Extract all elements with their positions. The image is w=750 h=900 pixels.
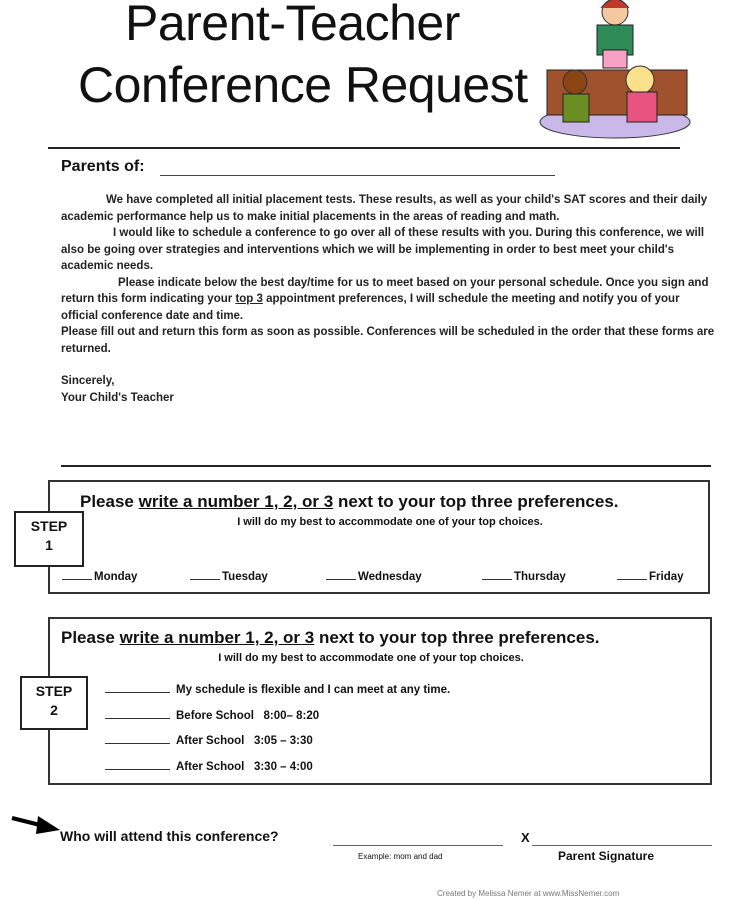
day-tuesday[interactable]: Tuesday <box>190 571 268 583</box>
option-before-school[interactable]: Before School 8:00– 8:20 <box>105 710 319 722</box>
attendees-line[interactable] <box>333 845 503 846</box>
arrow-icon <box>10 812 60 836</box>
option-after-school-1[interactable]: After School 3:05 – 3:30 <box>105 735 313 747</box>
step-1-badge: STEP 1 <box>14 511 84 567</box>
step-1-heading: Please write a number 1, 2, or 3 next to your top three preferences. <box>80 492 619 511</box>
day-thursday[interactable]: Thursday <box>482 571 566 583</box>
day-monday[interactable]: Monday <box>62 571 137 583</box>
day-wednesday[interactable]: Wednesday <box>326 571 422 583</box>
footer-credit: Created by Melissa Nemer at www.MissNemer.com <box>437 889 620 898</box>
step-2-heading: Please write a number 1, 2, or 3 next to your top three preferences. <box>61 628 600 647</box>
top-3-emphasis: top 3 <box>235 293 263 305</box>
closing: Sincerely, <box>61 375 115 387</box>
paragraph-3-text: Please indicate below the best day/time for us to meet based on your personal schedule. Once you sign and return this form indicating your <box>61 276 709 305</box>
paragraph-3-text-end: appointment preferences, I will schedule the meeting and notify you of your official conference date and time. <box>61 293 680 322</box>
option-after-school-2[interactable]: After School 3:30 – 4:00 <box>105 761 313 773</box>
option-flexible[interactable]: My schedule is flexible and I can meet at any time. <box>105 684 450 696</box>
title-line-1: Parent-Teacher <box>125 0 460 51</box>
paragraph-2: I would like to schedule a conference to go over all of these results with you. During this conference, we will also be going over strategies and interventions which we will be implementing in order to best meet your child's academic needs. <box>61 227 705 272</box>
day-friday[interactable]: Friday <box>617 571 684 583</box>
step-2-badge: STEP 2 <box>20 676 88 730</box>
step-1-subtitle: I will do my best to accommodate one of your top choices. <box>237 516 543 528</box>
teacher-clipart-icon <box>535 0 695 140</box>
paragraph-1: We have completed all initial placement tests. These results, as well as your child's SAT scores and their daily academic performance help us to make initial placements in the areas of reading and math. <box>61 194 708 223</box>
attend-question: Who will attend this conference? <box>60 828 279 844</box>
signature-x: X <box>521 830 530 845</box>
parents-of-label: Parents of: <box>61 158 145 175</box>
signature: Your Child's Teacher <box>61 391 174 404</box>
parents-of-line[interactable] <box>160 175 555 176</box>
attendees-example: Example: mom and dad <box>358 852 443 861</box>
letter-divider <box>61 465 711 467</box>
title-line-2: Conference Request <box>78 57 528 113</box>
signature-line[interactable] <box>532 845 712 846</box>
step-2-subtitle: I will do my best to accommodate one of your top choices. <box>218 652 524 664</box>
letter-body <box>61 192 716 406</box>
paragraph-4: Please fill out and return this form as soon as possible. Conferences will be scheduled in the order that these forms are returned. <box>61 326 715 355</box>
header-divider <box>48 147 680 149</box>
signature-label: Parent Signature <box>558 849 655 863</box>
paragraph-3 <box>61 275 716 325</box>
